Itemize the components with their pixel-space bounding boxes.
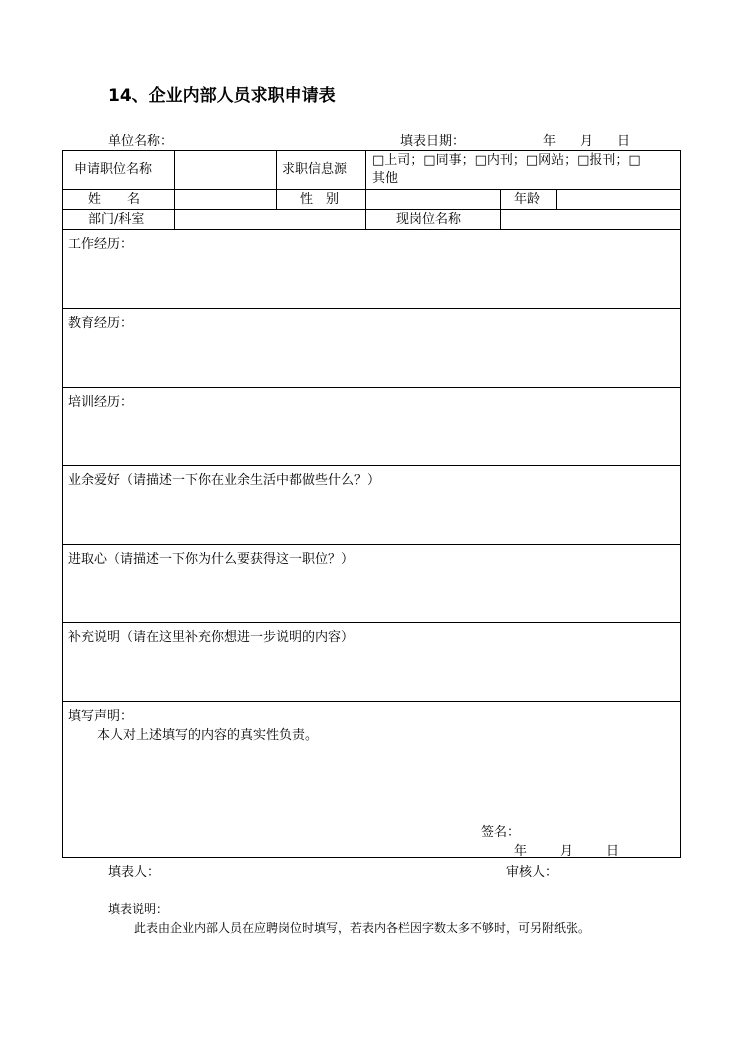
fill-date-label: 填表日期： — [400, 134, 466, 149]
department-label: 部门/科室 — [88, 212, 145, 227]
reviewer-label: 审核人： — [506, 865, 559, 880]
work-experience-label: 工作经历： — [68, 237, 134, 252]
date-month: 月 — [580, 134, 594, 149]
declaration-title: 填写声明： — [68, 709, 134, 724]
age-label: 年龄 — [514, 192, 541, 207]
education-label: 教育经历： — [68, 316, 134, 331]
info-source-label: 求职信息源 — [282, 162, 348, 177]
hobbies-label: 业余爱好（请描述一下你在业余生活中都做些什么？） — [68, 473, 381, 488]
apply-position-label: 申请职位名称 — [74, 162, 153, 177]
info-source-other-option[interactable]: 其他 — [372, 171, 399, 186]
notes-text: 此表由企业内部人员在应聘岗位时填写，若表内各栏因字数太多不够时，可另附纸张。 — [134, 921, 591, 935]
supplement-label: 补充说明（请在这里补充你想进一步说明的内容） — [68, 630, 355, 645]
page-title: 14、企业内部人员求职申请表 — [108, 86, 336, 106]
signature-label: 签名： — [481, 825, 521, 840]
unit-name-label: 单位名称： — [108, 134, 174, 149]
gender-label: 性 别 — [300, 192, 340, 207]
training-label: 培训经历： — [68, 395, 134, 410]
notes-title: 填表说明： — [108, 902, 169, 916]
sign-day: 日 — [606, 844, 620, 859]
declaration-text: 本人对上述填写的内容的真实性负责。 — [97, 728, 319, 743]
motivation-label: 进取心（请描述一下你为什么要获得这一职位？） — [68, 552, 355, 567]
date-day: 日 — [617, 134, 631, 149]
name-label: 姓 名 — [88, 192, 141, 207]
date-year: 年 — [543, 134, 557, 149]
info-source-options[interactable]: □上司；□同事；□内刊；□网站；□报刊；□ — [372, 153, 641, 168]
sign-year: 年 — [514, 844, 528, 859]
filler-label: 填表人： — [108, 865, 161, 880]
sign-month: 月 — [560, 844, 574, 859]
current-position-label: 现岗位名称 — [396, 212, 462, 227]
